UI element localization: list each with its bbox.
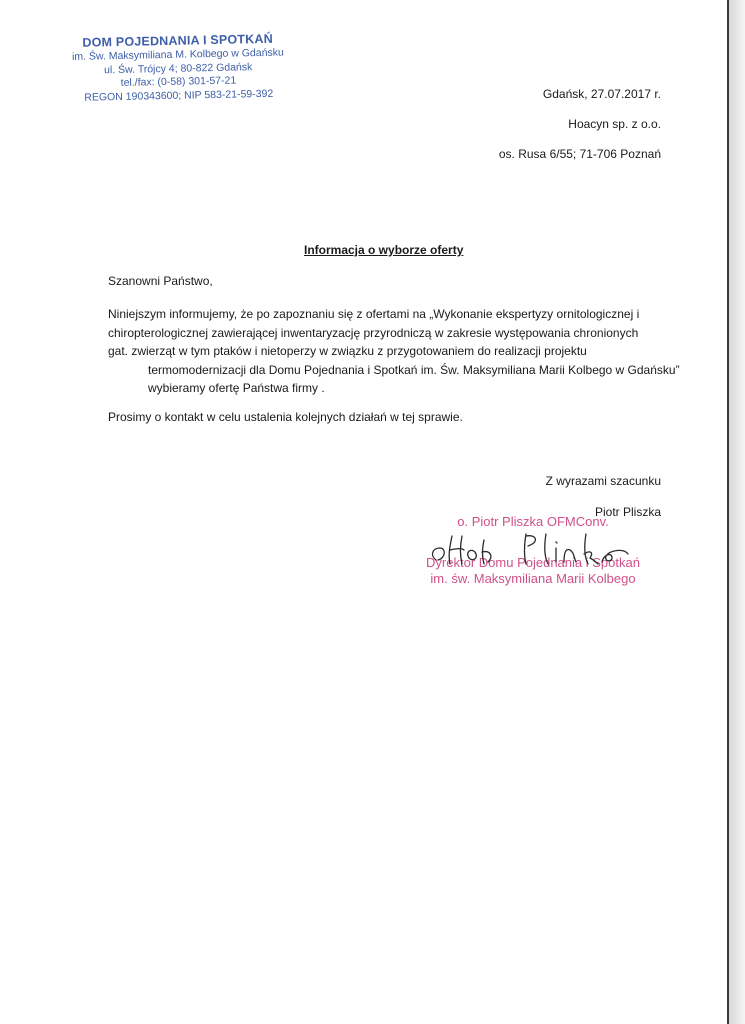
body-line: gat. zwierząt w tym ptaków i nietoperzy w związku z przygotowaniem do realizacji projektu: [108, 344, 587, 358]
scan-shadow: [729, 0, 745, 1024]
body-line: Niniejszym informujemy, że po zapoznaniu się z ofertami na „Wykonanie ekspertyzy ornitologicznej i: [108, 307, 640, 321]
closing-paragraph: Prosimy o kontakt w celu ustalenia kolejnych działań w tej sprawie.: [108, 410, 463, 424]
letter-header: [499, 86, 661, 176]
stamp-line-phone: tel./fax: (0-58) 301-57-21: [120, 74, 237, 89]
stamp-line-regon: REGON 190343600; NIP 583-21-59-392: [84, 87, 274, 104]
document-title: Informacja o wyborze oferty: [304, 243, 464, 257]
institution-stamp: [70, 31, 286, 104]
place-date: Gdańsk, 27.07.2017 r.: [542, 87, 661, 101]
body-paragraph: [108, 305, 688, 398]
signature-stamp-patron: im. św. Maksymiliana Marii Kolbego: [430, 571, 636, 586]
salutation: Szanowni Państwo,: [108, 274, 213, 288]
stamp-title: DOM POJEDNANIA I SPOTKAŃ: [82, 31, 273, 50]
body-line: chiropterologicznej zawierającej inwentaryzację przyrodniczą w zakresie występowania chronionych: [108, 325, 639, 340]
handwritten-signature: [428, 526, 638, 570]
recipient-name: Hoacyn sp. z o.o.: [568, 117, 661, 131]
stamp-line-address: ul. Św. Trójcy 4; 80-822 Gdańsk: [103, 60, 253, 76]
signature-stamp-title: Dyrektor Domu Pojednania i Spotkań: [426, 555, 640, 570]
signer-name: Piotr Pliszka: [594, 505, 661, 519]
recipient-address: os. Rusa 6/55; 71-706 Poznań: [498, 147, 661, 161]
regards: Z wyrazami szacunku: [545, 474, 661, 488]
signature-stamp-name: o. Piotr Pliszka OFMConv.: [457, 514, 609, 529]
page-edge: [727, 0, 729, 1024]
stamp-line-patron: im. Św. Maksymiliana M. Kolbego w Gdańsku: [71, 46, 284, 63]
body-line: termomodernizacji dla Domu Pojednania i Spotkań im. Św. Maksymiliana Marii Kolbego w Gdańsku”: [148, 362, 680, 377]
body-line: wybieramy ofertę Państwa firmy .: [148, 381, 325, 395]
